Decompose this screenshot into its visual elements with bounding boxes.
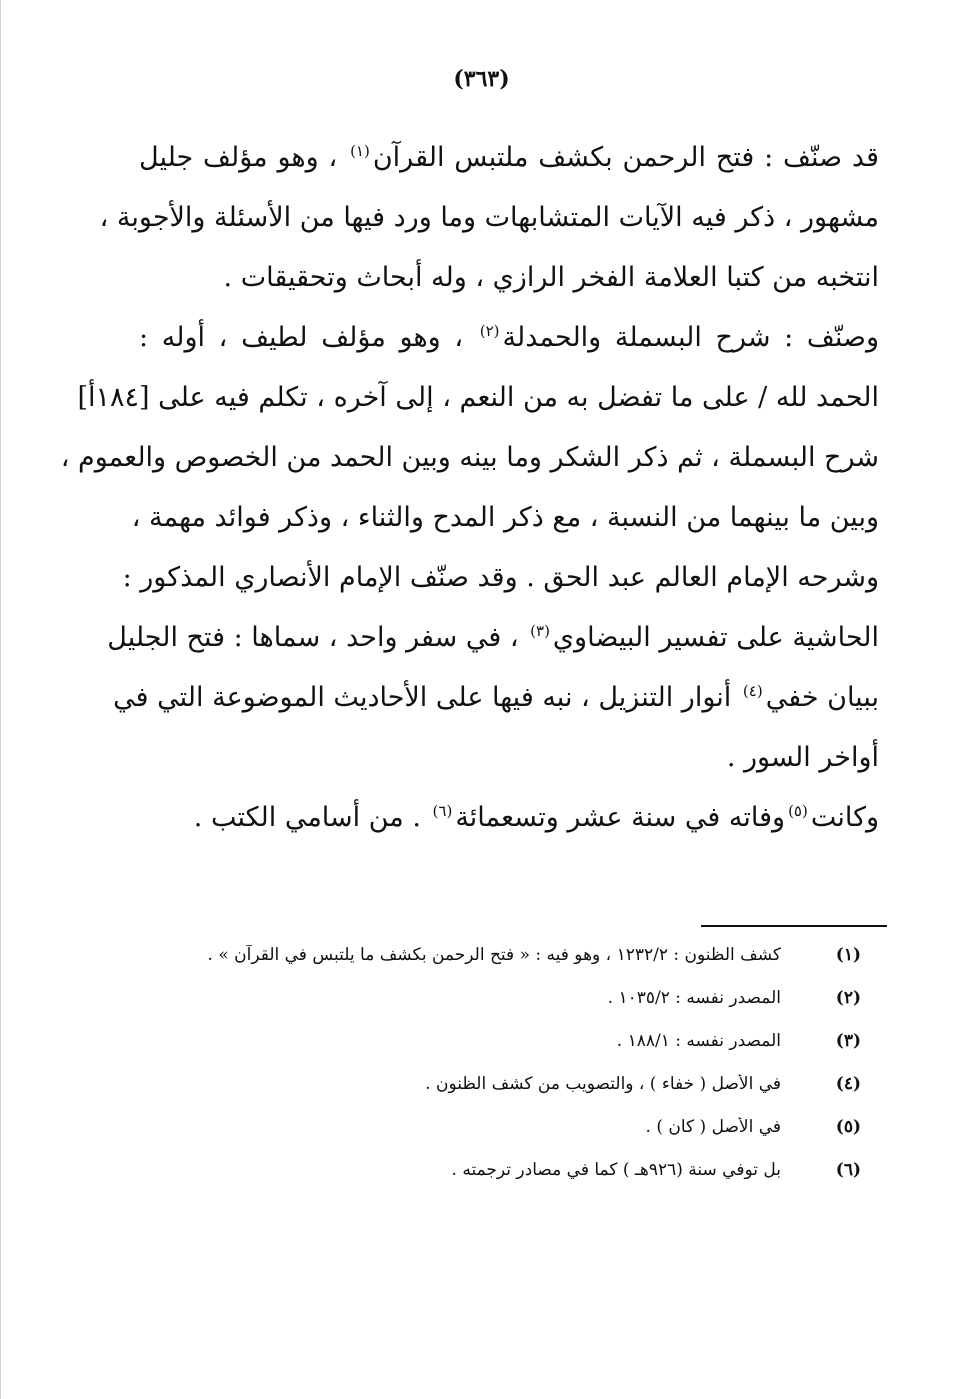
footnote-marker: (٣) xyxy=(530,622,550,640)
body-text-span: ، وهو مؤلف لطيف ، أوله : xyxy=(139,322,464,353)
page-number: (٣٦٣) xyxy=(453,66,510,92)
footnote-marker: (١) xyxy=(350,142,370,160)
footnote-number: (٢) xyxy=(835,988,861,1008)
body-line xyxy=(139,308,879,368)
footnote-number: (٦) xyxy=(835,1160,861,1180)
footnote-text: في الأصل ( كان ) . xyxy=(645,1117,781,1137)
body-text-span: ببيان خفي xyxy=(765,682,879,713)
footnote-text: المصدر نفسه : ١٨٨/١ . xyxy=(616,1031,781,1051)
body-text-span: أنوار التنزيل ، نبه فيها على الأحاديث الموضوعة التي في xyxy=(113,682,732,713)
body-line: وشرحه الإمام العالم عبد الحق . وقد صنّف الإمام الأنصاري المذكور : xyxy=(122,562,879,593)
footnote-divider xyxy=(701,925,887,927)
footnote xyxy=(141,988,861,1031)
body-line xyxy=(107,608,879,668)
body-line: الحمد لله / على ما تفضل به من النعم ، إلى آخره ، تكلم فيه على [١٨٤أ] xyxy=(77,382,879,413)
body-text-span: وكانت xyxy=(810,802,879,833)
body-text-span: . من أسامي الكتب . xyxy=(193,802,421,833)
body-text-span: وصنّف : شرح البسملة والحمدلة xyxy=(502,322,879,353)
footnote-marker: (٥) xyxy=(788,802,808,820)
footnote-marker: (٦) xyxy=(432,802,453,820)
footnotes xyxy=(141,945,861,1203)
footnote-text: في الأصل ( خفاء ) ، والتصويب من كشف الظنون . xyxy=(425,1074,781,1094)
footnote xyxy=(141,1117,861,1160)
footnote-number: (٥) xyxy=(835,1117,861,1137)
footnote-text: كشف الظنون : ١٢٣٢/٢ ، وهو فيه : « فتح الرحمن بكشف ما يلتبس في القرآن » . xyxy=(207,945,781,965)
footnote-number: (٣) xyxy=(835,1031,861,1051)
footnote xyxy=(141,945,861,988)
body-line: مشهور ، ذكر فيه الآيات المتشابهات وما ورد فيها من الأسئلة والأجوبة ، xyxy=(99,202,879,233)
body-line: وبين ما بينهما من النسبة ، مع ذكر المدح والثناء ، وذكر فوائد مهمة ، xyxy=(131,502,879,533)
footnote xyxy=(141,1160,861,1203)
body-text-span: الحاشية على تفسير البيضاوي xyxy=(552,622,879,653)
footnote-marker: (٤) xyxy=(742,682,763,700)
body-text-span: ، في سفر واحد ، سماها : فتح الجليل xyxy=(107,622,519,653)
body-text-span: ، وهو مؤلف جليل xyxy=(139,142,338,173)
body-line xyxy=(139,128,879,188)
body-text xyxy=(60,128,879,848)
body-line xyxy=(113,668,879,728)
footnote-number: (٤) xyxy=(835,1074,861,1094)
footnote-number: (١) xyxy=(835,945,861,965)
body-line: شرح البسملة ، ثم ذكر الشكر وما بينه وبين الحمد من الخصوص والعموم ، xyxy=(60,442,879,473)
footnote xyxy=(141,1074,861,1117)
body-line: أواخر السور . xyxy=(726,742,879,773)
body-line: انتخبه من كتبا العلامة الفخر الرازي ، وله أبحاث وتحقيقات . xyxy=(223,262,879,293)
body-line xyxy=(139,788,879,848)
footnote-text: بل توفي سنة (٩٢٦هـ ) كما في مصادر ترجمته . xyxy=(451,1160,781,1180)
footnote xyxy=(141,1031,861,1074)
footnote-text: المصدر نفسه : ١٠٣٥/٢ . xyxy=(607,988,781,1008)
body-text-span: وفاته في سنة عشر وتسعمائة xyxy=(455,802,786,833)
body-text-span: قد صنّف : فتح الرحمن بكشف ملتبس القرآن xyxy=(372,142,879,173)
footnote-marker: (٢) xyxy=(479,322,500,340)
